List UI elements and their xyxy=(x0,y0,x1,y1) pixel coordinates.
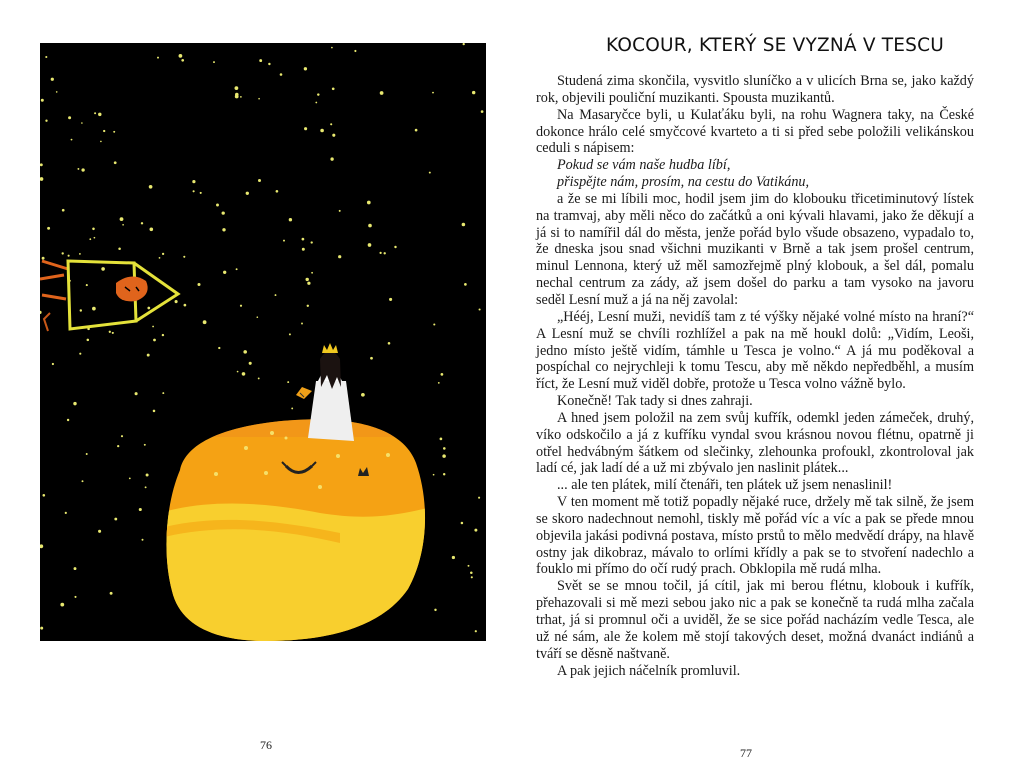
star xyxy=(479,308,481,310)
star xyxy=(441,373,444,376)
star xyxy=(415,129,418,132)
star xyxy=(380,91,384,95)
star xyxy=(86,453,88,455)
star xyxy=(197,283,200,286)
star xyxy=(101,267,105,271)
star xyxy=(135,392,138,395)
star xyxy=(302,238,305,241)
paragraph: Svět se se mnou točil, já cítil, jak mi berou flétnu, klobouk i kufřík, přehazovali si mě mezi sebou jako nic a pak se konečně ta rudá mlha začala trhat, já si promnul oči a uviděl, že se sice pořád nacházím vedle Tesca, ale už né sám, ale že kolem mě stojí takových deset, možná dvanáct indiánů a tváří se děsně naštvaně. xyxy=(536,578,974,662)
star xyxy=(216,204,219,207)
star xyxy=(109,331,111,333)
star xyxy=(464,283,467,286)
star xyxy=(98,530,101,533)
star xyxy=(112,332,114,334)
star xyxy=(443,447,446,450)
star xyxy=(56,91,58,93)
space-planet-drawing xyxy=(40,43,486,641)
star xyxy=(162,334,164,336)
star xyxy=(94,112,96,114)
star xyxy=(242,372,246,376)
star xyxy=(463,43,465,45)
star xyxy=(275,294,277,296)
star xyxy=(470,572,473,575)
star xyxy=(87,339,90,342)
star xyxy=(121,435,123,437)
star xyxy=(147,354,150,357)
star xyxy=(157,57,159,59)
star xyxy=(43,494,46,497)
star xyxy=(311,241,313,243)
paragraph: V ten moment mě totiž popadly nějaké ruce, držely mě tak silně, že jsem se skoro nadechnout nemohl, tiskly mě pořád víc a víc a pak se přede mnou objevila jakási podivná postava, místo prstů to mělo medvědí drápy, na hlavě ostny jak dikobraz, mávalo to orlími křídly a pak se to stvoření nadechlo a fouklo mi přímo do očí rudý prach. Obklopila mě rudá mlha. xyxy=(536,494,974,578)
star xyxy=(146,474,149,477)
star xyxy=(192,180,195,183)
star xyxy=(175,300,178,303)
star xyxy=(379,252,381,254)
star xyxy=(291,407,293,409)
star xyxy=(320,129,324,133)
star xyxy=(307,282,310,285)
star xyxy=(45,56,47,58)
page-number-left: 76 xyxy=(260,738,272,752)
star xyxy=(98,113,101,116)
star xyxy=(330,123,332,125)
paragraph: a že se mi líbili moc, hodil jsem jim do klobouku třicetiminutový lístek na tramvaj, aby měli něco do začátků a oni kývali hlavami, jako že děkují a já si to namířil dál do města, jenže pořád bylo všude obsazeno, vypadalo to, že dneska jsou snad všichni muzikanti v Brně a tak jsem prošel centrum, minul Lennona, který už měl samozřejmě plný klobouk, a šel dál, pomalu nechal centrum za zády, až jsem došel do parku a tam vysoko na javoru seděl Lesní muž a já na něj zavolal: xyxy=(536,190,974,308)
star xyxy=(283,240,285,242)
star xyxy=(152,326,154,328)
star xyxy=(243,350,247,354)
star xyxy=(332,87,335,90)
star xyxy=(474,529,477,532)
star xyxy=(389,298,392,301)
star xyxy=(268,63,270,65)
star xyxy=(60,603,64,607)
star xyxy=(246,192,249,195)
star xyxy=(203,320,207,324)
star xyxy=(142,539,144,541)
star xyxy=(468,565,470,567)
star xyxy=(311,272,313,274)
star xyxy=(80,309,82,311)
star xyxy=(89,238,91,240)
star xyxy=(114,518,117,521)
star xyxy=(100,141,102,143)
star xyxy=(110,592,113,595)
paragraph: A pak jejich náčelník promluvil. xyxy=(557,662,741,679)
star xyxy=(258,377,260,379)
star xyxy=(62,252,64,254)
paragraph: Studená zima skončila, vysvitlo sluníčko a v ulicích Brna se, jako každý rok, objevili pouliční muzikanti. Spousta muzikantů. xyxy=(536,73,974,106)
star xyxy=(368,243,372,247)
star xyxy=(240,305,242,307)
star xyxy=(52,363,54,365)
star xyxy=(429,172,431,174)
star xyxy=(368,224,372,228)
star xyxy=(259,59,262,62)
star xyxy=(461,522,464,525)
star xyxy=(249,362,252,365)
star xyxy=(120,217,124,221)
star xyxy=(307,305,309,307)
star xyxy=(235,86,239,90)
star xyxy=(235,93,239,97)
star xyxy=(141,222,143,224)
star xyxy=(289,218,292,221)
star xyxy=(354,50,356,52)
star xyxy=(42,257,45,260)
star xyxy=(305,278,308,281)
star xyxy=(236,268,238,270)
page-number-right: 77 xyxy=(740,746,752,760)
star xyxy=(432,92,434,94)
star xyxy=(92,228,95,231)
star xyxy=(276,190,279,193)
star xyxy=(472,91,475,94)
star xyxy=(77,168,79,170)
star xyxy=(237,371,239,373)
star xyxy=(317,93,319,95)
star xyxy=(443,473,445,475)
star xyxy=(71,139,73,141)
star xyxy=(40,627,43,630)
star xyxy=(41,99,44,102)
star xyxy=(139,508,142,511)
star xyxy=(147,307,150,310)
star xyxy=(223,271,226,274)
star xyxy=(438,382,440,384)
star xyxy=(51,78,54,81)
paragraph: Konečně! Tak tady si dnes zahraji. xyxy=(557,393,753,410)
star xyxy=(361,393,365,397)
star xyxy=(144,444,146,446)
star xyxy=(478,497,480,499)
star xyxy=(79,353,81,355)
star xyxy=(81,168,84,171)
star xyxy=(301,323,303,325)
star xyxy=(103,130,105,132)
paragraph: „Hééj, Lesní muži, nevidíš tam z té výšky nějaké volné místo na hraní?“ A Lesní muž se chvíli rozhlížel a pak na mě houkl dolů: „Vidím, Leoši, jedno místo ještě vidím, támhle u Tesca je volno.“ A já mu poděkoval a pospíchal co nejrychleji k tomu Tescu, aby mě někdo nepředběhl, a musím říct, že Lesní muž viděl dobře, protože u Tesca volno vážně bylo. xyxy=(536,308,974,393)
star xyxy=(315,102,317,104)
star xyxy=(162,253,164,255)
star xyxy=(258,179,261,182)
star xyxy=(332,134,335,137)
star xyxy=(452,556,455,559)
star xyxy=(81,122,83,124)
star xyxy=(258,98,260,100)
star xyxy=(304,127,307,130)
star xyxy=(114,161,117,164)
star xyxy=(117,445,119,447)
star xyxy=(74,596,76,598)
star xyxy=(257,316,259,318)
star xyxy=(68,116,71,119)
star xyxy=(367,201,371,205)
star xyxy=(200,192,202,194)
star xyxy=(481,110,484,113)
star xyxy=(331,47,333,49)
star xyxy=(475,630,477,632)
star xyxy=(86,284,88,286)
star xyxy=(384,252,386,254)
star xyxy=(153,339,156,342)
star xyxy=(74,567,77,570)
star xyxy=(289,333,291,335)
chapter-text xyxy=(536,73,974,679)
star xyxy=(65,512,67,514)
star xyxy=(338,255,341,258)
star xyxy=(153,410,156,413)
paragraph: A hned jsem položil na zem svůj kufřík, odemkl jeden zámeček, druhý, víko odskočilo a já z kufříku vyndal svou krásnou novou flétnu, opatrně ji otřel hedvábným šátkem od slečinky, zlehounka profoukl, zkontroloval jak ladí cé, jak ladí dé a už mi zbývalo jen naslinit plátek... xyxy=(536,409,974,477)
star xyxy=(240,96,242,98)
star xyxy=(68,255,70,257)
star xyxy=(339,210,341,212)
star xyxy=(73,402,76,405)
star xyxy=(145,486,147,488)
star xyxy=(213,61,215,63)
star xyxy=(122,224,124,226)
star xyxy=(82,480,84,482)
star xyxy=(47,227,50,230)
star xyxy=(179,54,183,58)
star xyxy=(118,248,121,251)
star xyxy=(159,257,161,259)
star xyxy=(92,307,96,311)
star xyxy=(440,438,443,441)
star xyxy=(149,227,153,231)
star xyxy=(149,185,153,189)
star xyxy=(388,342,391,345)
paragraph: ... ale ten plátek, milí čtenáři, ten plátek už jsem nenaslinil! xyxy=(557,477,893,494)
star xyxy=(442,454,446,458)
star xyxy=(394,246,396,248)
star xyxy=(218,347,220,349)
star xyxy=(222,211,225,214)
star xyxy=(113,131,115,133)
star xyxy=(433,323,435,325)
star xyxy=(433,474,435,476)
star xyxy=(434,609,436,611)
star xyxy=(162,392,164,394)
star xyxy=(79,253,81,255)
sign-line: přispějte nám, prosím, na cestu do Vatikánu, xyxy=(557,174,810,191)
star xyxy=(304,67,307,70)
star xyxy=(183,256,185,258)
star xyxy=(45,120,47,122)
star xyxy=(330,157,333,160)
star xyxy=(62,209,65,212)
star xyxy=(370,357,373,360)
star xyxy=(184,304,187,307)
paragraph: Na Masaryčce byli, u Kulaťáku byli, na rohu Wagnera taky, na České dokonce hrálo celé smyčcové kvarteto a ti si před sebe položili velikánskou ceduli s nápisem: xyxy=(536,106,974,157)
star xyxy=(193,190,195,192)
illustration xyxy=(40,43,486,641)
star xyxy=(222,228,225,231)
star xyxy=(181,59,184,62)
star xyxy=(471,576,473,578)
star xyxy=(129,477,131,479)
star xyxy=(462,223,466,227)
chapter-title: KOCOUR, KTERÝ SE VYZNÁ V TESCU xyxy=(606,35,944,56)
star xyxy=(302,248,305,251)
star xyxy=(67,419,69,421)
star xyxy=(94,237,96,239)
star xyxy=(287,381,289,383)
star xyxy=(280,73,283,76)
sign-line: Pokud se vám naše hudba líbí, xyxy=(557,157,731,174)
